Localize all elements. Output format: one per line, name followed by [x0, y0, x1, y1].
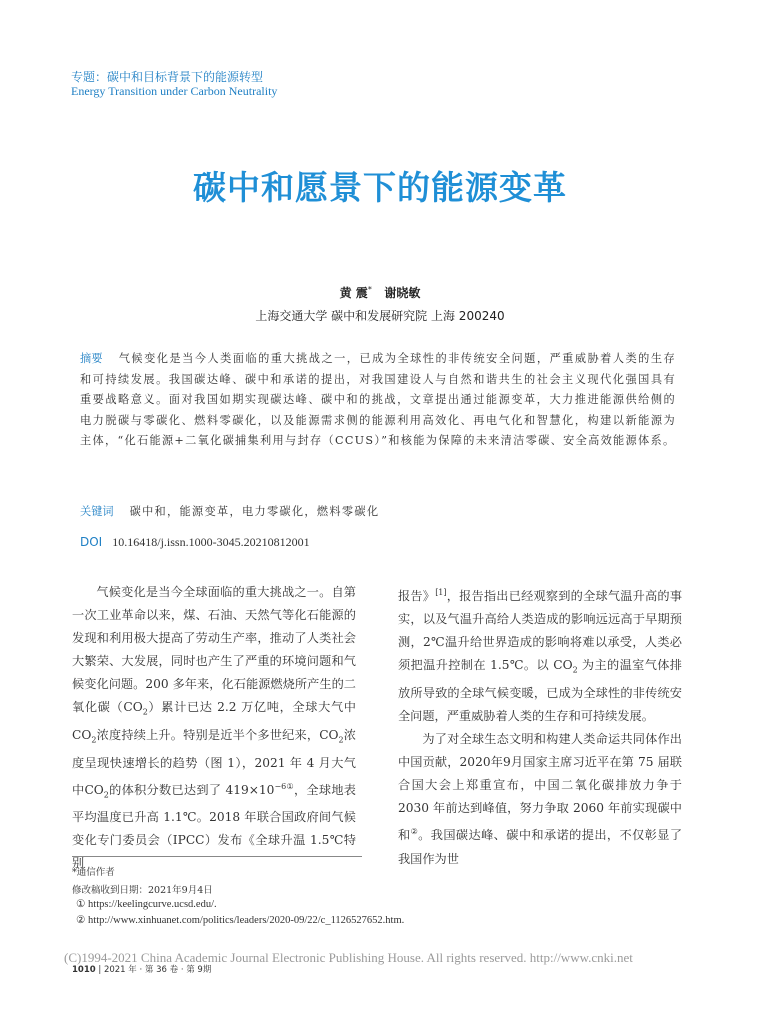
keywords	[80, 503, 379, 519]
author-1: 黄 震	[339, 286, 368, 300]
topic-header-cn: 专题：碳中和目标背景下的能源转型	[71, 70, 264, 84]
footnote-ref-1[interactable]: −6①	[274, 781, 294, 791]
corresponding-mark: *	[367, 285, 372, 294]
abstract	[80, 349, 676, 452]
footnote-ref-2[interactable]: ②	[410, 827, 419, 837]
footnote-2[interactable]: ② http://www.xinhuanet.com/politics/leaders/2020-09/22/c_1126527652.htm.	[76, 915, 405, 926]
body-paragraph: 为了对全球生态文明和构建人类命运共同体作出中国贡献，2020年9月国家主席习近平在第 75 届联合国大会上郑重宣布，中国二氧化碳排放力争于 2030 年前达到峰值，努力争取 2060 年前实现碳中和②。我国碳达峰、碳中和承诺的提出，不仅彰显了我国作为世	[398, 732, 683, 866]
issue-info: 2021 年 · 第 36 卷 · 第 9期	[103, 965, 212, 975]
body-paragraph: 报告》[1]，报告指出已经观察到的全球气温升高的事实，以及气温升高给人类造成的影响远远高于早期预测，2℃温升给世界造成的影响将难以承受，人类必须把温升控制在 1.5℃。以 $CO_2$ 为主的温室气体排放所导致的全球气候变暖，已成为全球性的非传统安全问题，严重威胁着人类的生存和可持续发展。	[398, 588, 683, 723]
footnote-divider	[72, 856, 362, 857]
keywords-text: 碳中和，能源变革，电力零碳化，燃料零碳化	[129, 505, 380, 518]
article-title: 碳中和愿景下的能源变革	[193, 168, 567, 207]
body-column-left	[72, 581, 356, 876]
page-info: 1010 | 2021 年 · 第 36 卷 · 第 9期	[72, 965, 212, 975]
footnote-received: 修改稿收到日期：2021年9月4日	[72, 885, 213, 896]
abstract-label: 摘要	[80, 352, 103, 365]
citation-ref-1[interactable]: [1]	[435, 588, 447, 597]
doi-label: DOI	[80, 535, 103, 549]
author-2: 谢晓敏	[384, 286, 421, 300]
doi	[80, 535, 310, 550]
doi-value[interactable]: 10.16418/j.issn.1000-3045.20210812001	[112, 535, 310, 549]
body-paragraph: 气候变化是当今全球面临的重大挑战之一。自第一次工业革命以来，煤、石油、天然气等化石能源的发现和利用极大提高了劳动生产率，推动了人类社会大繁荣、大发展，同时也产生了严重的环境问题和气候变化问题。200 多年来，化石能源燃烧所产生的二氧化碳$(CO_2)$累计已达 2.2 万亿吨，全球大气中$CO_2$浓度持续上升。特别是近半个多世纪来，$CO_2$浓度呈现快速增长的趋势（图 1），2021 年 4 月大气中$CO_2$的体积分数已达到了 $419\times 10^{-6①}$，全球地表平均温度已升高 1.1℃。2018 年联合国政府间气候变化专门委员会（IPCC）发布《全球升温 1.5℃特别	[72, 585, 356, 871]
affiliation: 上海交通大学 碳中和发展研究院 上海 200240	[255, 309, 505, 323]
keywords-label: 关键词	[80, 505, 114, 518]
copyright-watermark: (C)1994-2021 China Academic Journal Electronic Publishing House. All rights reserved. http://www.cnki.net	[64, 950, 633, 965]
body-column-right	[398, 581, 682, 871]
topic-header-en: Energy Transition under Carbon Neutrality	[71, 84, 278, 98]
abstract-text: 气候变化是当今人类面临的重大挑战之一，已成为全球性的非传统安全问题，严重威胁着人类的生存和可持续发展。我国碳达峰、碳中和承诺的提出，对我国建设人与自然和谐共生的社会主义现代化强国具有重要战略意义。面对我国如期实现碳达峰、碳中和的挑战，文章提出通过能源变革，大力推进能源供给侧的电力脱碳与零碳化、燃料零碳化，以及能源需求侧的能源利用高效化、再电气化和智慧化，构建以新能源为主体，“化石能源+二氧化碳捕集利用与封存（CCUS）”和核能为保障的未来清洁零碳、安全高效能源体系。	[80, 352, 676, 448]
authors	[0, 284, 760, 301]
footnote-1[interactable]: ① https://keelingcurve.ucsd.edu/.	[76, 899, 217, 910]
footnote-corresponding: *通信作者	[72, 867, 115, 878]
page-number: 1010	[72, 965, 96, 975]
